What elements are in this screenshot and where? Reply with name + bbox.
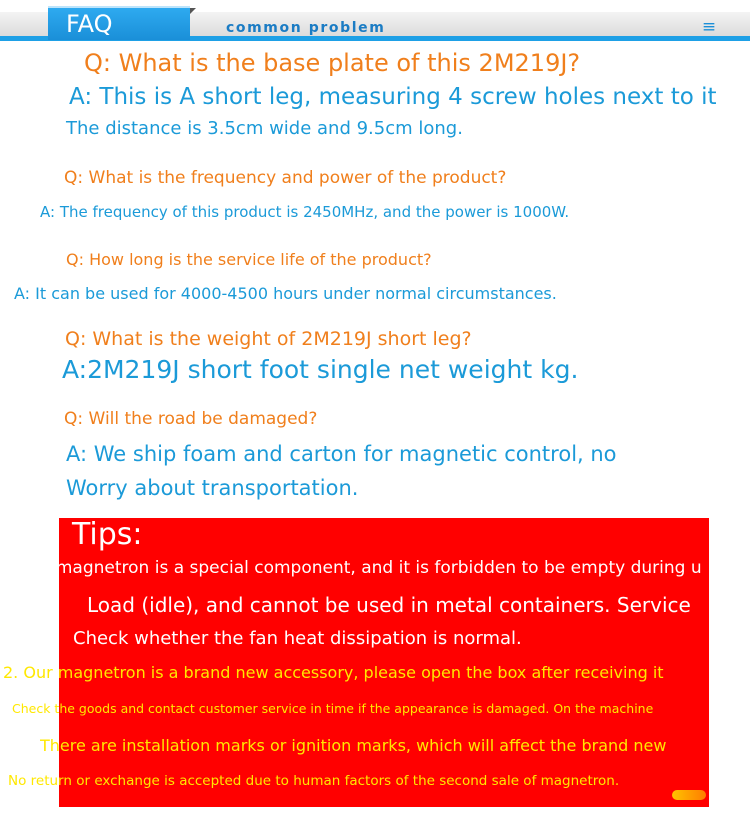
tips-heading: Tips: [72, 517, 143, 552]
faq-answer-5-line1: A: We ship foam and carton for magnetic control, no [66, 442, 617, 466]
faq-answer-5-line2: Worry about transportation. [66, 476, 359, 500]
tips-line-4: 2. Our magnetron is a brand new accessory, please open the box after receiving it [3, 663, 664, 682]
menu-icon[interactable]: ≡ [701, 17, 717, 37]
page-header [0, 0, 750, 44]
faq-question-3: Q: How long is the service life of the product? [66, 250, 432, 269]
faq-question-5: Q: Will the road be damaged? [64, 409, 318, 429]
header-subtitle: common problem [226, 20, 386, 36]
faq-answer-4: A:2M219J short foot single net weight kg. [62, 355, 579, 384]
faq-question-1: Q: What is the base plate of this 2M219J? [84, 49, 581, 77]
tips-line-5: Check the goods and contact customer service in time if the appearance is damaged. On the machine [12, 701, 654, 716]
faq-question-2: Q: What is the frequency and power of the product? [64, 168, 507, 188]
tips-line-1: e magnetron is a special component, and it is forbidden to be empty during u [40, 558, 702, 578]
faq-answer-3: A: It can be used for 4000-4500 hours under normal circumstances. [14, 284, 557, 303]
tips-line-6: There are installation marks or ignition marks, which will affect the brand new [40, 736, 667, 755]
faq-answer-2: A: The frequency of this product is 2450MHz, and the power is 1000W. [40, 203, 570, 221]
faq-answer-1-line2: The distance is 3.5cm wide and 9.5cm long. [66, 118, 463, 139]
faq-question-4: Q: What is the weight of 2M219J short leg? [65, 328, 472, 350]
faq-answer-1-line1: A: This is A short leg, measuring 4 screw holes next to it [69, 84, 717, 110]
tips-line-3: Check whether the fan heat dissipation is normal. [73, 628, 522, 649]
brand-logo-mark [672, 790, 706, 800]
tips-line-2: Load (idle), and cannot be used in metal containers. Service [87, 593, 691, 617]
tips-line-7: No return or exchange is accepted due to human factors of the second sale of magnetron. [8, 773, 620, 789]
faq-tab[interactable]: FAQ [48, 6, 190, 40]
